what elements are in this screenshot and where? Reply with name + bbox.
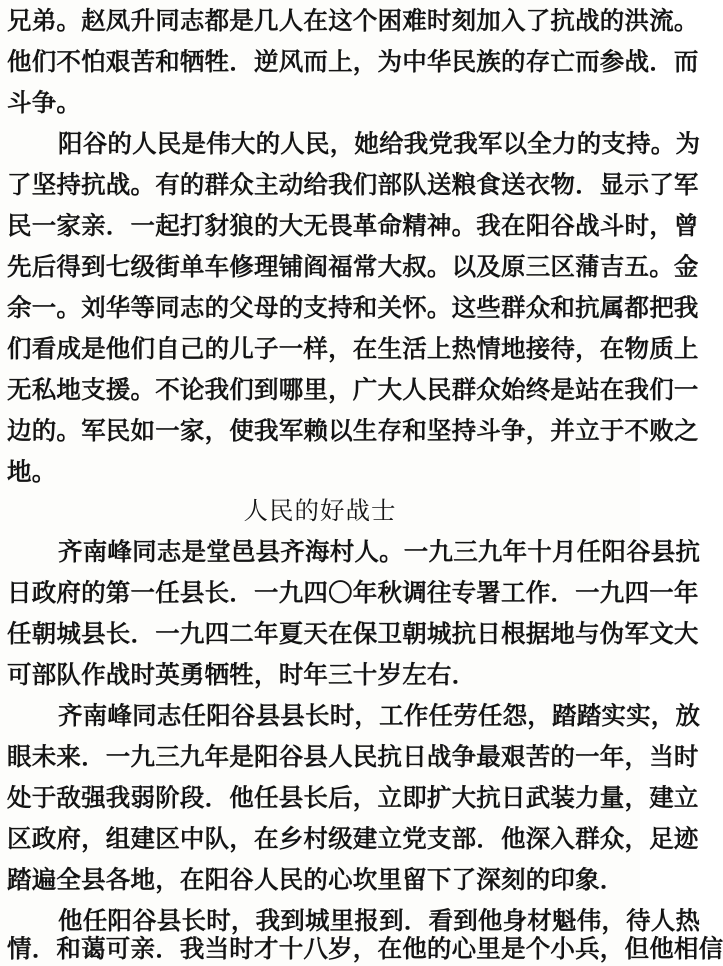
text-line: 先后得到七级街单车修理铺阎福常大叔。以及原三区蒲吉五。金 (7, 252, 699, 281)
text-line: 他任阳谷县长时，我到城里报到．看到他身材魁伟，待人热 (58, 906, 701, 935)
text-line: 情．和蔼可亲．我当时才十八岁，在他的心里是个小兵，但他相信 (7, 934, 723, 963)
text-line: 无私地支援。不论我们到哪里，广大人民群众始终是站在我们一 (7, 375, 699, 404)
text-line: 他们不怕艰苦和牺牲．逆风而上，为中华民族的存亡而参战．而 (7, 47, 699, 76)
text-line: 们看成是他们自己的儿子一样，在生活上热情地接待，在物质上 (7, 334, 699, 363)
text-line: 任朝城县长．一九四二年夏天在保卫朝城抗日根据地与伪军文大 (7, 619, 699, 648)
text-line: 踏遍全县各地，在阳谷人民的心坎里留下了深刻的印象． (7, 865, 625, 894)
text-line: 眼未来．一九三九年是阳谷县人民抗日战争最艰苦的一年，当时 (7, 742, 699, 771)
text-line: 处于敌强我弱阶段．他任县长后，立即扩大抗日武装力量，建立 (7, 783, 699, 812)
section-heading: 人民的好战士 (243, 496, 397, 525)
text-line: 兄弟。赵凤升同志都是几人在这个困难时刻加入了抗战的洪流。 (7, 6, 699, 35)
text-line: 斗争。 (7, 88, 82, 117)
text-line: 阳谷的人民是伟大的人民，她给我党我军以全力的支持。为 (58, 129, 701, 158)
text-line: 民一家亲．一起打豺狼的大无畏革命精神。我在阳谷战斗时，曾 (7, 211, 699, 240)
text-line: 了坚持抗战。有的群众主动给我们部队送粮食送衣物．显示了军 (7, 170, 699, 199)
text-line: 齐南峰同志任阳谷县县长时，工作任劳任怨，踏踏实实，放 (58, 701, 701, 730)
text-line: 日政府的第一任县长．一九四〇年秋调往专署工作．一九四一年 (7, 578, 699, 607)
text-line: 地。 (7, 457, 57, 486)
text-line: 可部队作战时英勇牺牲，时年三十岁左右． (7, 660, 477, 689)
text-line: 余一。刘华等同志的父母的支持和关怀。这些群众和抗属都把我 (7, 293, 699, 322)
text-line: 区政府，组建区中队，在乡村级建立党支部．他深入群众，足迹 (7, 824, 699, 853)
text-line: 边的。军民如一家，使我军赖以生存和坚持斗争，并立于不败之 (7, 416, 699, 445)
text-line: 齐南峰同志是堂邑县齐海村人。一九三九年十月任阳谷县抗 (58, 537, 701, 566)
